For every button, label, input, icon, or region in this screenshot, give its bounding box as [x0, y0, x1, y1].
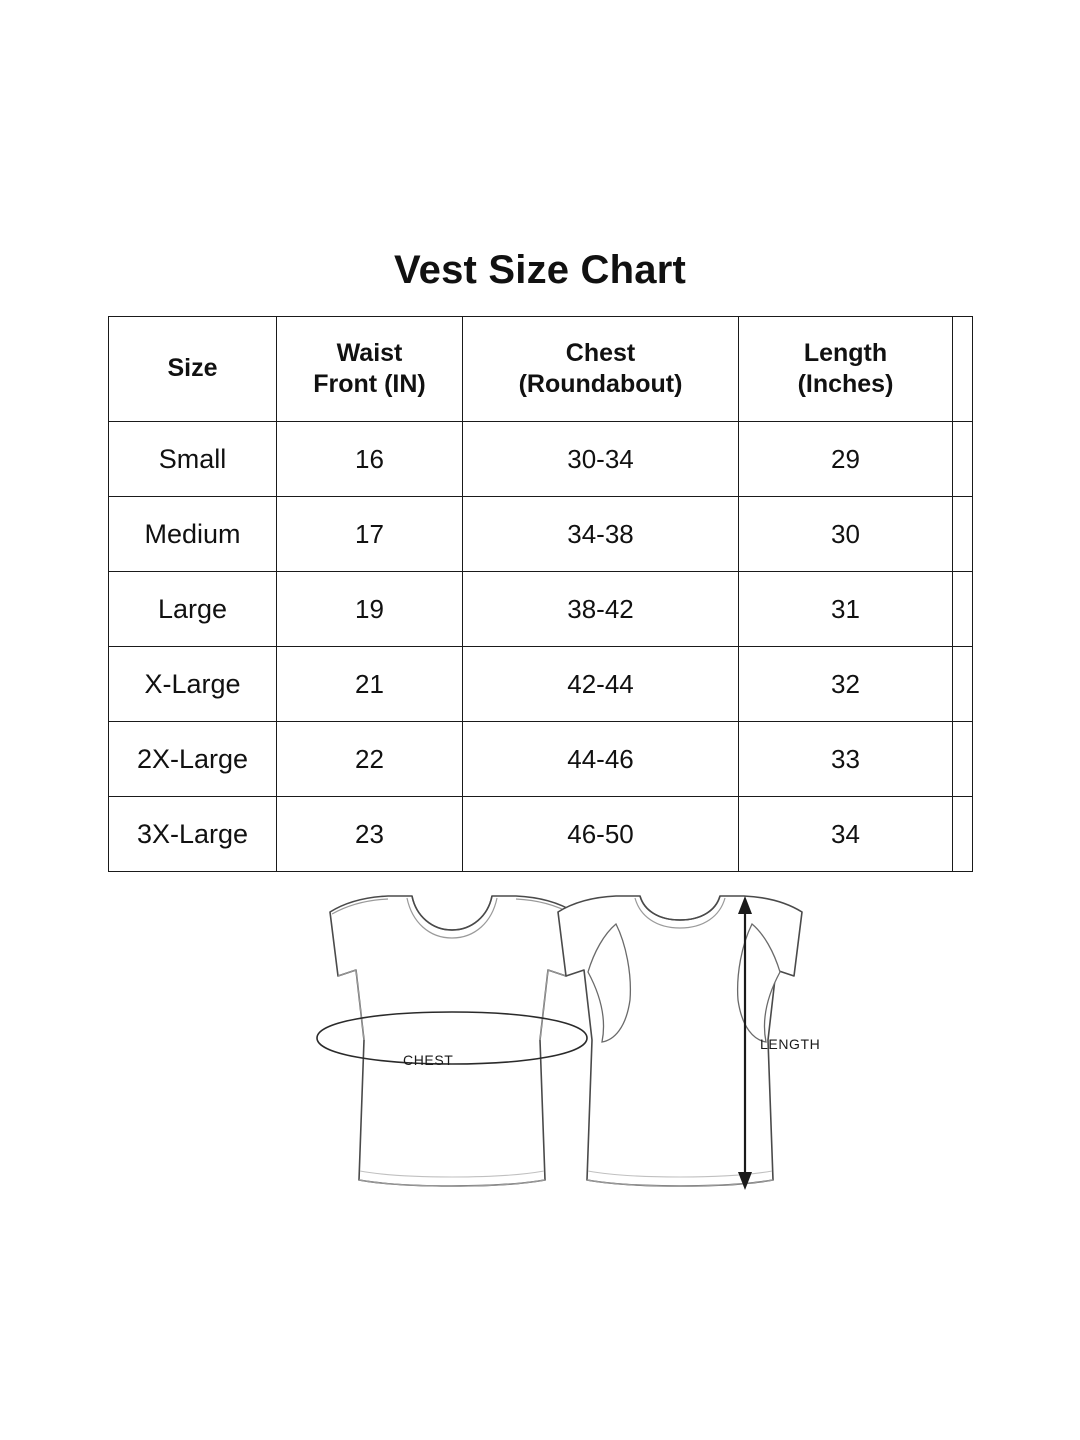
cell-chest: 42-44 [463, 647, 739, 722]
cell-blank [953, 422, 973, 497]
cell-length: 32 [739, 647, 953, 722]
table-row [109, 572, 973, 647]
cell-size: Small [109, 422, 277, 497]
cell-chest: 44-46 [463, 722, 739, 797]
cell-blank [953, 797, 973, 872]
table-row [109, 497, 973, 572]
cell-chest: 30-34 [463, 422, 739, 497]
cell-chest: 34-38 [463, 497, 739, 572]
table-row [109, 647, 973, 722]
column-header-waist-line2: Front (IN) [313, 370, 426, 398]
table-row [109, 422, 973, 497]
cell-size: 2X-Large [109, 722, 277, 797]
chest-label: CHEST [403, 1052, 454, 1068]
cell-blank [953, 722, 973, 797]
cell-length: 31 [739, 572, 953, 647]
cell-length: 33 [739, 722, 953, 797]
table-row [109, 722, 973, 797]
measurement-illustration [0, 890, 1080, 1220]
cell-chest: 38-42 [463, 572, 739, 647]
cell-waist: 21 [277, 647, 463, 722]
column-header-waist-line1: Waist [336, 338, 403, 367]
cell-size: X-Large [109, 647, 277, 722]
table-header-row [109, 317, 973, 422]
cell-size: Medium [109, 497, 277, 572]
cell-size: 3X-Large [109, 797, 277, 872]
page-title: Vest Size Chart [393, 248, 686, 292]
cell-waist: 19 [277, 572, 463, 647]
cell-blank [953, 497, 973, 572]
cell-blank [953, 572, 973, 647]
cell-length: 30 [739, 497, 953, 572]
size-chart-table [108, 316, 973, 872]
column-header-blank [953, 317, 973, 422]
cell-chest: 46-50 [463, 797, 739, 872]
column-header-length [739, 317, 953, 422]
table-row [109, 797, 973, 872]
vest-front-view [317, 896, 587, 1186]
column-header-size [109, 317, 277, 422]
cell-blank [953, 647, 973, 722]
column-header-chest-line2: (Roundabout) [518, 370, 683, 398]
column-header-waist [277, 317, 463, 422]
cell-waist: 23 [277, 797, 463, 872]
cell-waist: 22 [277, 722, 463, 797]
cell-length: 29 [739, 422, 953, 497]
cell-length: 34 [739, 797, 953, 872]
cell-waist: 16 [277, 422, 463, 497]
cell-size: Large [109, 572, 277, 647]
column-header-size-line1: Size [167, 354, 218, 383]
column-header-chest-line1: Chest [565, 338, 636, 367]
column-header-length-line2: (Inches) [797, 370, 894, 398]
column-header-chest [463, 317, 739, 422]
column-header-length-line1: Length [803, 338, 888, 367]
length-label: LENGTH [760, 1036, 821, 1052]
cell-waist: 17 [277, 497, 463, 572]
